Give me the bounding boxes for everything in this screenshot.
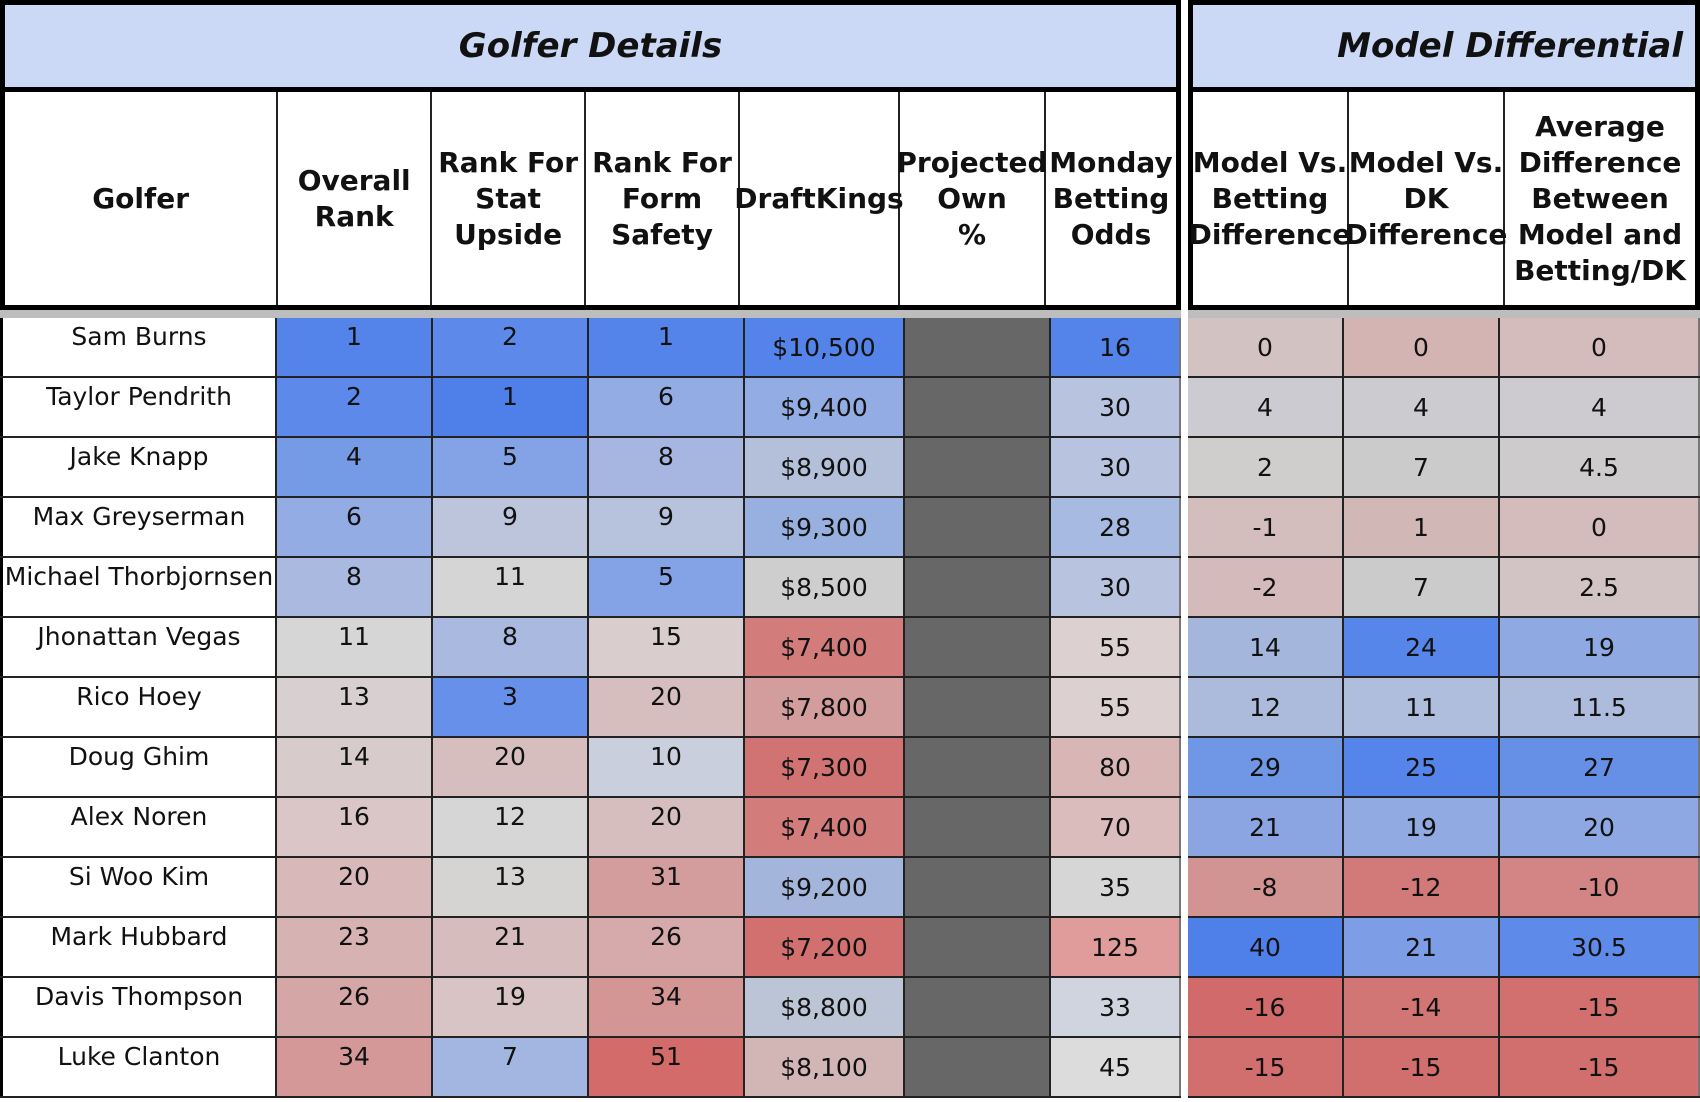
- monday-betting-odds-cell: 28: [1051, 498, 1181, 556]
- projected-own-cell: [905, 318, 1051, 376]
- table-row: [1188, 318, 1700, 378]
- rank-form-safety-cell: 20: [589, 798, 745, 856]
- table-row: [0, 978, 1181, 1038]
- model-vs-betting-cell: 40: [1188, 918, 1344, 976]
- golfer-name-cell: Taylor Pendrith: [0, 378, 277, 436]
- average-difference-cell: 30.5: [1500, 918, 1700, 976]
- rank-stat-upside-cell: 11: [433, 558, 589, 616]
- average-difference-cell: 0: [1500, 318, 1700, 376]
- table-row: [1188, 1038, 1700, 1098]
- model-vs-betting-cell: -1: [1188, 498, 1344, 556]
- rank-form-safety-cell: 20: [589, 678, 745, 736]
- table-row: [0, 1038, 1181, 1098]
- model-vs-dk-cell: 4: [1344, 378, 1500, 436]
- rank-stat-upside-cell: 5: [433, 438, 589, 496]
- golfer-name-cell: Sam Burns: [0, 318, 277, 376]
- average-difference-cell: 11.5: [1500, 678, 1700, 736]
- header-rank-form-safety: Rank For Form Safety: [586, 92, 740, 305]
- overall-rank-cell: 6: [277, 498, 433, 556]
- rank-stat-upside-cell: 13: [433, 858, 589, 916]
- model-differential-header-row: [1188, 92, 1700, 310]
- draftkings-salary-cell: $8,500: [745, 558, 905, 616]
- rank-stat-upside-cell: 12: [433, 798, 589, 856]
- model-vs-betting-cell: 2: [1188, 438, 1344, 496]
- draftkings-salary-cell: $7,800: [745, 678, 905, 736]
- header-average-difference: Average Difference Between Model and Betting/DK: [1514, 109, 1686, 287]
- model-vs-betting-cell: 0: [1188, 318, 1344, 376]
- header-draftkings: DraftKings: [740, 92, 900, 305]
- projected-own-cell: [905, 798, 1051, 856]
- model-vs-betting-cell: 21: [1188, 798, 1344, 856]
- monday-betting-odds-cell: 125: [1051, 918, 1181, 976]
- monday-betting-odds-cell: 45: [1051, 1038, 1181, 1096]
- table-row: [0, 378, 1181, 438]
- model-vs-dk-cell: 25: [1344, 738, 1500, 796]
- overall-rank-cell: 20: [277, 858, 433, 916]
- table-row: [1188, 438, 1700, 498]
- rank-form-safety-cell: 15: [589, 618, 745, 676]
- model-vs-dk-cell: 21: [1344, 918, 1500, 976]
- table-row: [1188, 738, 1700, 798]
- overall-rank-cell: 1: [277, 318, 433, 376]
- draftkings-salary-cell: $9,400: [745, 378, 905, 436]
- model-vs-dk-cell: 7: [1344, 558, 1500, 616]
- golfer-name-cell: Michael Thorbjornsen: [0, 558, 277, 616]
- monday-betting-odds-cell: 16: [1051, 318, 1181, 376]
- golfer-name-cell: Davis Thompson: [0, 978, 277, 1036]
- table-row: [1188, 558, 1700, 618]
- overall-rank-cell: 13: [277, 678, 433, 736]
- draftkings-salary-cell: $7,200: [745, 918, 905, 976]
- rank-form-safety-cell: 1: [589, 318, 745, 376]
- model-vs-dk-cell: 7: [1344, 438, 1500, 496]
- overall-rank-cell: 11: [277, 618, 433, 676]
- rank-stat-upside-cell: 3: [433, 678, 589, 736]
- table-row: [0, 498, 1181, 558]
- average-difference-cell: 20: [1500, 798, 1700, 856]
- average-difference-cell: 4: [1500, 378, 1700, 436]
- projected-own-cell: [905, 438, 1051, 496]
- golfer-name-cell: Jhonattan Vegas: [0, 618, 277, 676]
- projected-own-cell: [905, 738, 1051, 796]
- header-divider: [0, 310, 1181, 318]
- header-rank-stat-upside: Rank For Stat Upside: [432, 92, 586, 305]
- monday-betting-odds-cell: 35: [1051, 858, 1181, 916]
- table-row: [0, 618, 1181, 678]
- model-vs-dk-cell: 19: [1344, 798, 1500, 856]
- model-vs-betting-cell: -16: [1188, 978, 1344, 1036]
- rank-form-safety-cell: 10: [589, 738, 745, 796]
- average-difference-cell: -15: [1500, 1038, 1700, 1096]
- monday-betting-odds-cell: 30: [1051, 558, 1181, 616]
- table-row: [1188, 798, 1700, 858]
- model-vs-betting-cell: -15: [1188, 1038, 1344, 1096]
- monday-betting-odds-cell: 30: [1051, 378, 1181, 436]
- projected-own-cell: [905, 1038, 1051, 1096]
- header-projected-own: Projected Own %: [900, 92, 1046, 305]
- golfer-details-title: Golfer Details: [0, 0, 1181, 92]
- header-monday-betting-odds: Monday Betting Odds: [1049, 145, 1173, 251]
- table-row: [0, 858, 1181, 918]
- table-row: [0, 678, 1181, 738]
- projected-own-cell: [905, 498, 1051, 556]
- model-vs-dk-cell: 1: [1344, 498, 1500, 556]
- rank-form-safety-cell: 9: [589, 498, 745, 556]
- projected-own-cell: [905, 858, 1051, 916]
- draftkings-salary-cell: $7,400: [745, 798, 905, 856]
- golfer-name-cell: Alex Noren: [0, 798, 277, 856]
- rank-stat-upside-cell: 21: [433, 918, 589, 976]
- model-vs-dk-cell: 11: [1344, 678, 1500, 736]
- rank-form-safety-cell: 5: [589, 558, 745, 616]
- rank-form-safety-cell: 26: [589, 918, 745, 976]
- table-row: [0, 318, 1181, 378]
- model-vs-betting-cell: 12: [1188, 678, 1344, 736]
- rank-form-safety-cell: 34: [589, 978, 745, 1036]
- model-differential-panel: [1188, 0, 1700, 1102]
- table-row: [1188, 678, 1700, 738]
- overall-rank-cell: 23: [277, 918, 433, 976]
- overall-rank-cell: 8: [277, 558, 433, 616]
- overall-rank-cell: 16: [277, 798, 433, 856]
- rank-stat-upside-cell: 8: [433, 618, 589, 676]
- draftkings-salary-cell: $9,200: [745, 858, 905, 916]
- header-model-vs-dk: Model Vs. DK Difference: [1349, 92, 1505, 305]
- table-row: [0, 918, 1181, 978]
- golfer-name-cell: Rico Hoey: [0, 678, 277, 736]
- projected-own-cell: [905, 978, 1051, 1036]
- draftkings-salary-cell: $10,500: [745, 318, 905, 376]
- golfer-name-cell: Luke Clanton: [0, 1038, 277, 1096]
- rank-stat-upside-cell: 1: [433, 378, 589, 436]
- golfer-name-cell: Max Greyserman: [0, 498, 277, 556]
- projected-own-cell: [905, 558, 1051, 616]
- overall-rank-cell: 4: [277, 438, 433, 496]
- monday-betting-odds-cell: 80: [1051, 738, 1181, 796]
- overall-rank-cell: 26: [277, 978, 433, 1036]
- draftkings-salary-cell: $8,100: [745, 1038, 905, 1096]
- golfer-details-rows: [0, 318, 1181, 1098]
- model-vs-betting-cell: -2: [1188, 558, 1344, 616]
- table-row: [1188, 978, 1700, 1038]
- golfer-name-cell: Jake Knapp: [0, 438, 277, 496]
- table-row: [1188, 618, 1700, 678]
- model-vs-betting-cell: 4: [1188, 378, 1344, 436]
- model-vs-dk-cell: -12: [1344, 858, 1500, 916]
- header-overall-rank: Overall Rank: [278, 92, 432, 305]
- table-row: [0, 438, 1181, 498]
- model-vs-dk-cell: -14: [1344, 978, 1500, 1036]
- model-vs-betting-cell: -8: [1188, 858, 1344, 916]
- average-difference-cell: -15: [1500, 978, 1700, 1036]
- rank-stat-upside-cell: 2: [433, 318, 589, 376]
- header-divider: [1188, 310, 1700, 318]
- rank-stat-upside-cell: 20: [433, 738, 589, 796]
- rank-form-safety-cell: 8: [589, 438, 745, 496]
- monday-betting-odds-cell: 30: [1051, 438, 1181, 496]
- golfer-details-header-row: [0, 92, 1181, 310]
- draftkings-salary-cell: $7,300: [745, 738, 905, 796]
- draftkings-salary-cell: $8,800: [745, 978, 905, 1036]
- draftkings-salary-cell: $8,900: [745, 438, 905, 496]
- model-vs-betting-cell: 14: [1188, 618, 1344, 676]
- golfer-name-cell: Mark Hubbard: [0, 918, 277, 976]
- model-vs-betting-cell: 29: [1188, 738, 1344, 796]
- monday-betting-odds-cell: 55: [1051, 678, 1181, 736]
- golfer-name-cell: Si Woo Kim: [0, 858, 277, 916]
- projected-own-cell: [905, 918, 1051, 976]
- monday-betting-odds-cell: 33: [1051, 978, 1181, 1036]
- header-golfer: Golfer: [5, 92, 278, 305]
- table-row: [1188, 918, 1700, 978]
- table-row: [1188, 858, 1700, 918]
- table-row: [0, 798, 1181, 858]
- rank-form-safety-cell: 6: [589, 378, 745, 436]
- table-row: [1188, 378, 1700, 438]
- model-differential-title: Model Differential: [1188, 0, 1700, 92]
- rank-stat-upside-cell: 19: [433, 978, 589, 1036]
- rank-stat-upside-cell: 7: [433, 1038, 589, 1096]
- average-difference-cell: 27: [1500, 738, 1700, 796]
- projected-own-cell: [905, 378, 1051, 436]
- table-row: [0, 738, 1181, 798]
- table-row: [1188, 498, 1700, 558]
- average-difference-cell: 0: [1500, 498, 1700, 556]
- average-difference-cell: 2.5: [1500, 558, 1700, 616]
- rank-stat-upside-cell: 9: [433, 498, 589, 556]
- draftkings-salary-cell: $7,400: [745, 618, 905, 676]
- average-difference-cell: 4.5: [1500, 438, 1700, 496]
- overall-rank-cell: 2: [277, 378, 433, 436]
- header-model-vs-betting: Model Vs. Betting Difference: [1193, 92, 1349, 305]
- model-differential-rows: [1188, 318, 1700, 1098]
- average-difference-cell: 19: [1500, 618, 1700, 676]
- rank-form-safety-cell: 31: [589, 858, 745, 916]
- overall-rank-cell: 14: [277, 738, 433, 796]
- projected-own-cell: [905, 678, 1051, 736]
- draftkings-salary-cell: $9,300: [745, 498, 905, 556]
- monday-betting-odds-cell: 55: [1051, 618, 1181, 676]
- monday-betting-odds-cell: 70: [1051, 798, 1181, 856]
- table-row: [0, 558, 1181, 618]
- golfer-name-cell: Doug Ghim: [0, 738, 277, 796]
- overall-rank-cell: 34: [277, 1038, 433, 1096]
- projected-own-cell: [905, 618, 1051, 676]
- average-difference-cell: -10: [1500, 858, 1700, 916]
- model-vs-dk-cell: 24: [1344, 618, 1500, 676]
- model-vs-dk-cell: -15: [1344, 1038, 1500, 1096]
- model-vs-dk-cell: 0: [1344, 318, 1500, 376]
- rank-form-safety-cell: 51: [589, 1038, 745, 1096]
